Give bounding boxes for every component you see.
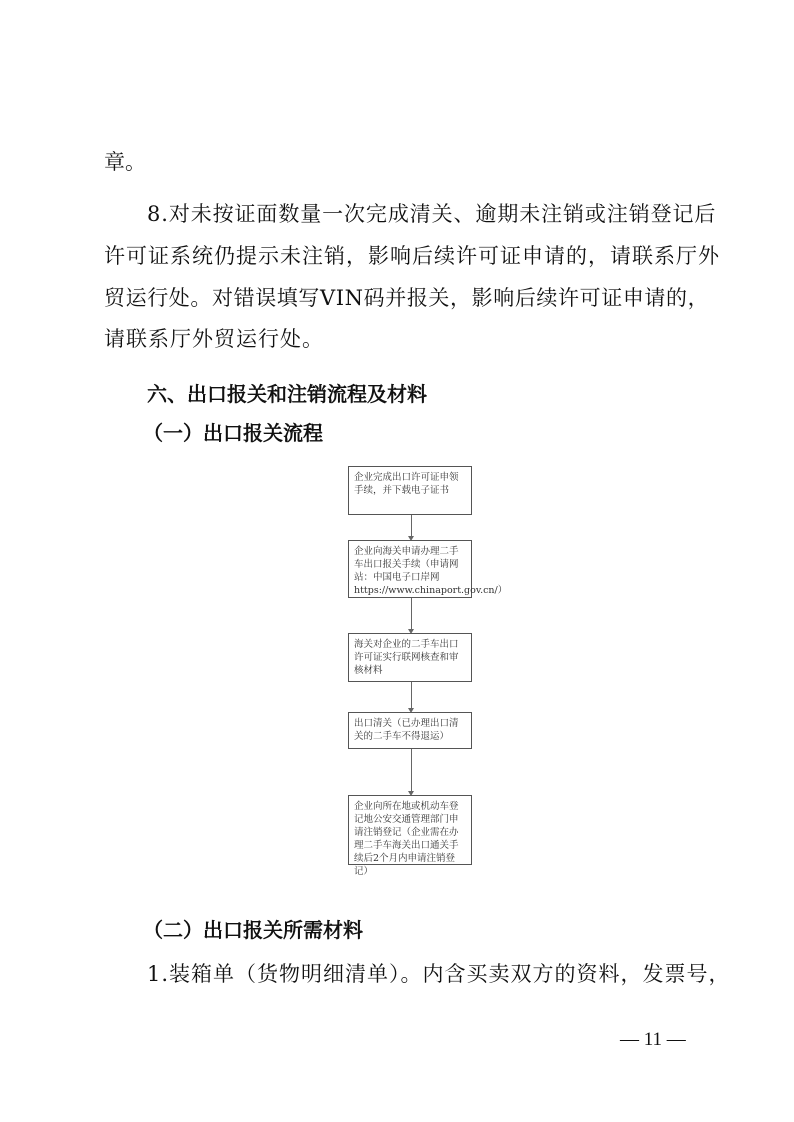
flow-step-1: 企业完成出口许可证申领手续，并下载电子证书: [348, 466, 472, 515]
flow-connector: [411, 515, 412, 538]
materials-item-1: 1.装箱单（货物明细清单）。内含买卖双方的资料，发票号，: [147, 962, 731, 986]
paragraph-line: 8.对未按证面数量一次完成清关、逾期未注销或注销登记后: [147, 202, 717, 226]
page-number: — 11 —: [620, 1029, 686, 1050]
paragraph-line: 许可证系统仍提示未注销，影响后续许可证申请的，请联系厅外: [104, 244, 720, 268]
flow-connector: [411, 682, 412, 710]
flow-connector: [411, 749, 412, 793]
paragraph-line: 请联系厅外贸运行处。: [104, 327, 324, 351]
paragraph-line: 贸运行处。对错误填写VIN码并报关，影响后续许可证申请的，: [104, 286, 710, 310]
flow-step-5: 企业向所在地或机动车登记地公安交通管理部门申请注销登记（企业需在办理二手车海关出口通关手续后2个月内申请注销登记）: [348, 795, 472, 865]
subsection-2-title: （二）出口报关所需材料: [143, 918, 363, 942]
subsection-1-title: （一）出口报关流程: [143, 421, 323, 445]
flow-step-3: 海关对企业的二手车出口许可证实行联网核查和审核材料: [348, 633, 472, 682]
continuation-line: 章。: [104, 150, 146, 174]
flow-connector: [411, 598, 412, 631]
section-6-title: 六、出口报关和注销流程及材料: [147, 382, 427, 406]
flow-step-4: 出口清关（已办理出口清关的二手车不得退运）: [348, 712, 472, 749]
flow-step-2: 企业向海关申请办理二手车出口报关手续（申请网站：中国电子口岸网https://www.chinaport.gov.cn/）: [348, 540, 472, 598]
